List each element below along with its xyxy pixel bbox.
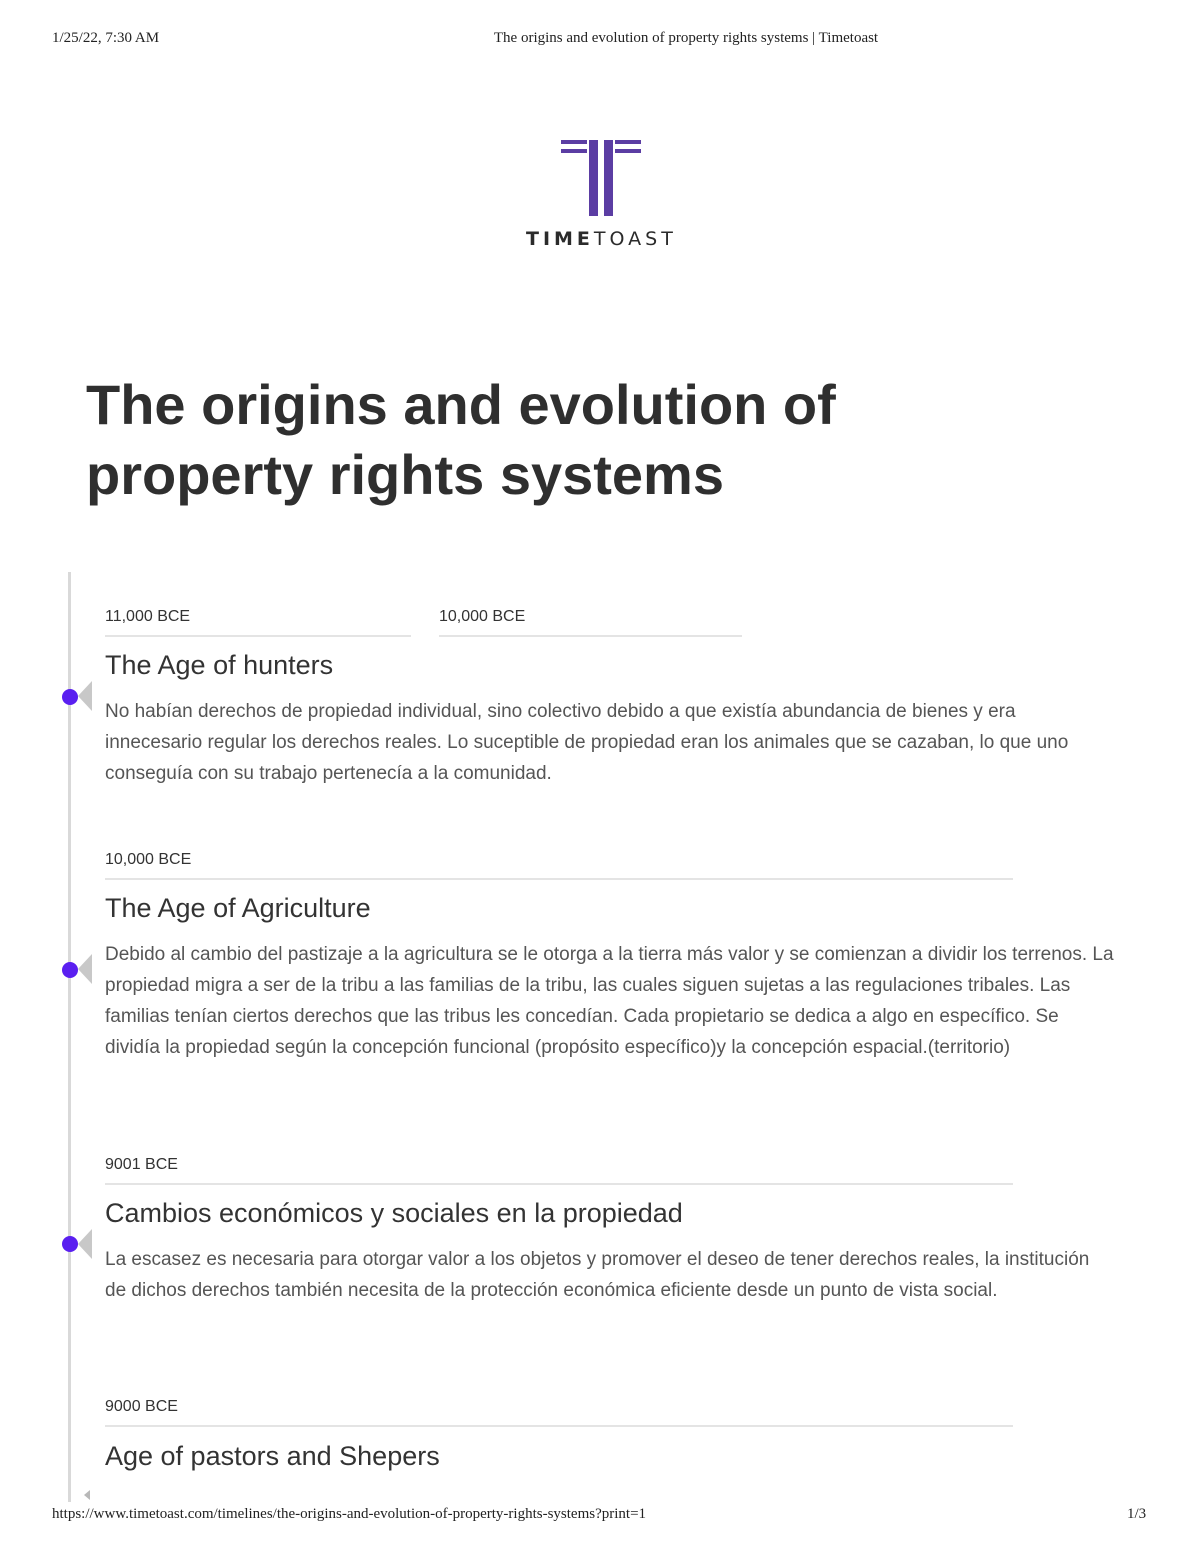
timeline-line — [68, 572, 71, 1502]
print-page-title: The origins and evolution of property rights systems | Timetoast — [493, 30, 879, 46]
timetoast-logo[interactable] — [526, 138, 676, 250]
print-datetime: 1/25/22, 7:30 AM — [52, 30, 160, 46]
date-divider — [105, 878, 1013, 880]
event-title: The Age of hunters — [105, 650, 334, 680]
event-date: 9000 BCE — [105, 1398, 178, 1415]
event-date: 9001 BCE — [105, 1156, 178, 1173]
timeline-marker-dot — [62, 689, 78, 705]
date-divider — [439, 635, 742, 637]
timeline-pointer-icon — [84, 1490, 90, 1500]
timeline-title: The origins and evolution of property rights systems — [86, 373, 836, 506]
timetoast-logo-icon — [561, 138, 641, 216]
event-title: Cambios económicos y sociales en la propiedad — [105, 1198, 683, 1228]
date-divider — [105, 1183, 1013, 1185]
logo-wordmark: TIMETOAST — [526, 228, 677, 250]
event-description: Debido al cambio del pastizaje a la agricultura se le otorga a la tierra más valor y se comienzan a dividir los terrenos. La propiedad migra a ser de la tribu a las familias de la tribu, las cuales siguen sujetas a las regulaciones tribales. Las familias tenían ciertos derechos que las tribus les concedían. Cada propietario se dedica a algo en específico. Se dividía la propiedad según la concepción funcional (propósito específico)y la concepción espacial.(territorio) — [105, 944, 1114, 1058]
date-divider — [105, 635, 411, 637]
event-start-date: 11,000 BCE — [105, 608, 191, 625]
timeline-pointer-icon — [78, 954, 92, 984]
event-description: No habían derechos de propiedad individual, sino colectivo debido a que existía abundancia de bienes y era innecesario regular los derechos reales. Lo suceptible de propiedad eran los animales que se cazaban, lo que uno conseguía con su trabajo pertenecía a la comunidad. — [105, 701, 1069, 784]
date-divider — [105, 1425, 1013, 1427]
timeline-marker-dot — [62, 962, 78, 978]
event-date: 10,000 BCE — [105, 851, 192, 868]
event-end-date: 10,000 BCE — [439, 608, 526, 625]
event-description: La escasez es necesaria para otorgar valor a los objetos y promover el deseo de tener derechos reales, la institución de dichos derechos también necesita de la protección económica eficiente desde un punto de vista social. — [105, 1249, 1090, 1301]
event-title: Age of pastors and Shepers — [105, 1441, 440, 1471]
event-title: The Age of Agriculture — [105, 893, 371, 923]
timeline-pointer-icon — [78, 681, 92, 711]
timeline-pointer-icon — [78, 1229, 92, 1259]
print-url[interactable]: https://www.timetoast.com/timelines/the-origins-and-evolution-of-property-rights-systems?print=1 — [52, 1506, 647, 1522]
timeline-marker-dot — [62, 1236, 78, 1252]
page-number: 1/3 — [1127, 1506, 1147, 1522]
